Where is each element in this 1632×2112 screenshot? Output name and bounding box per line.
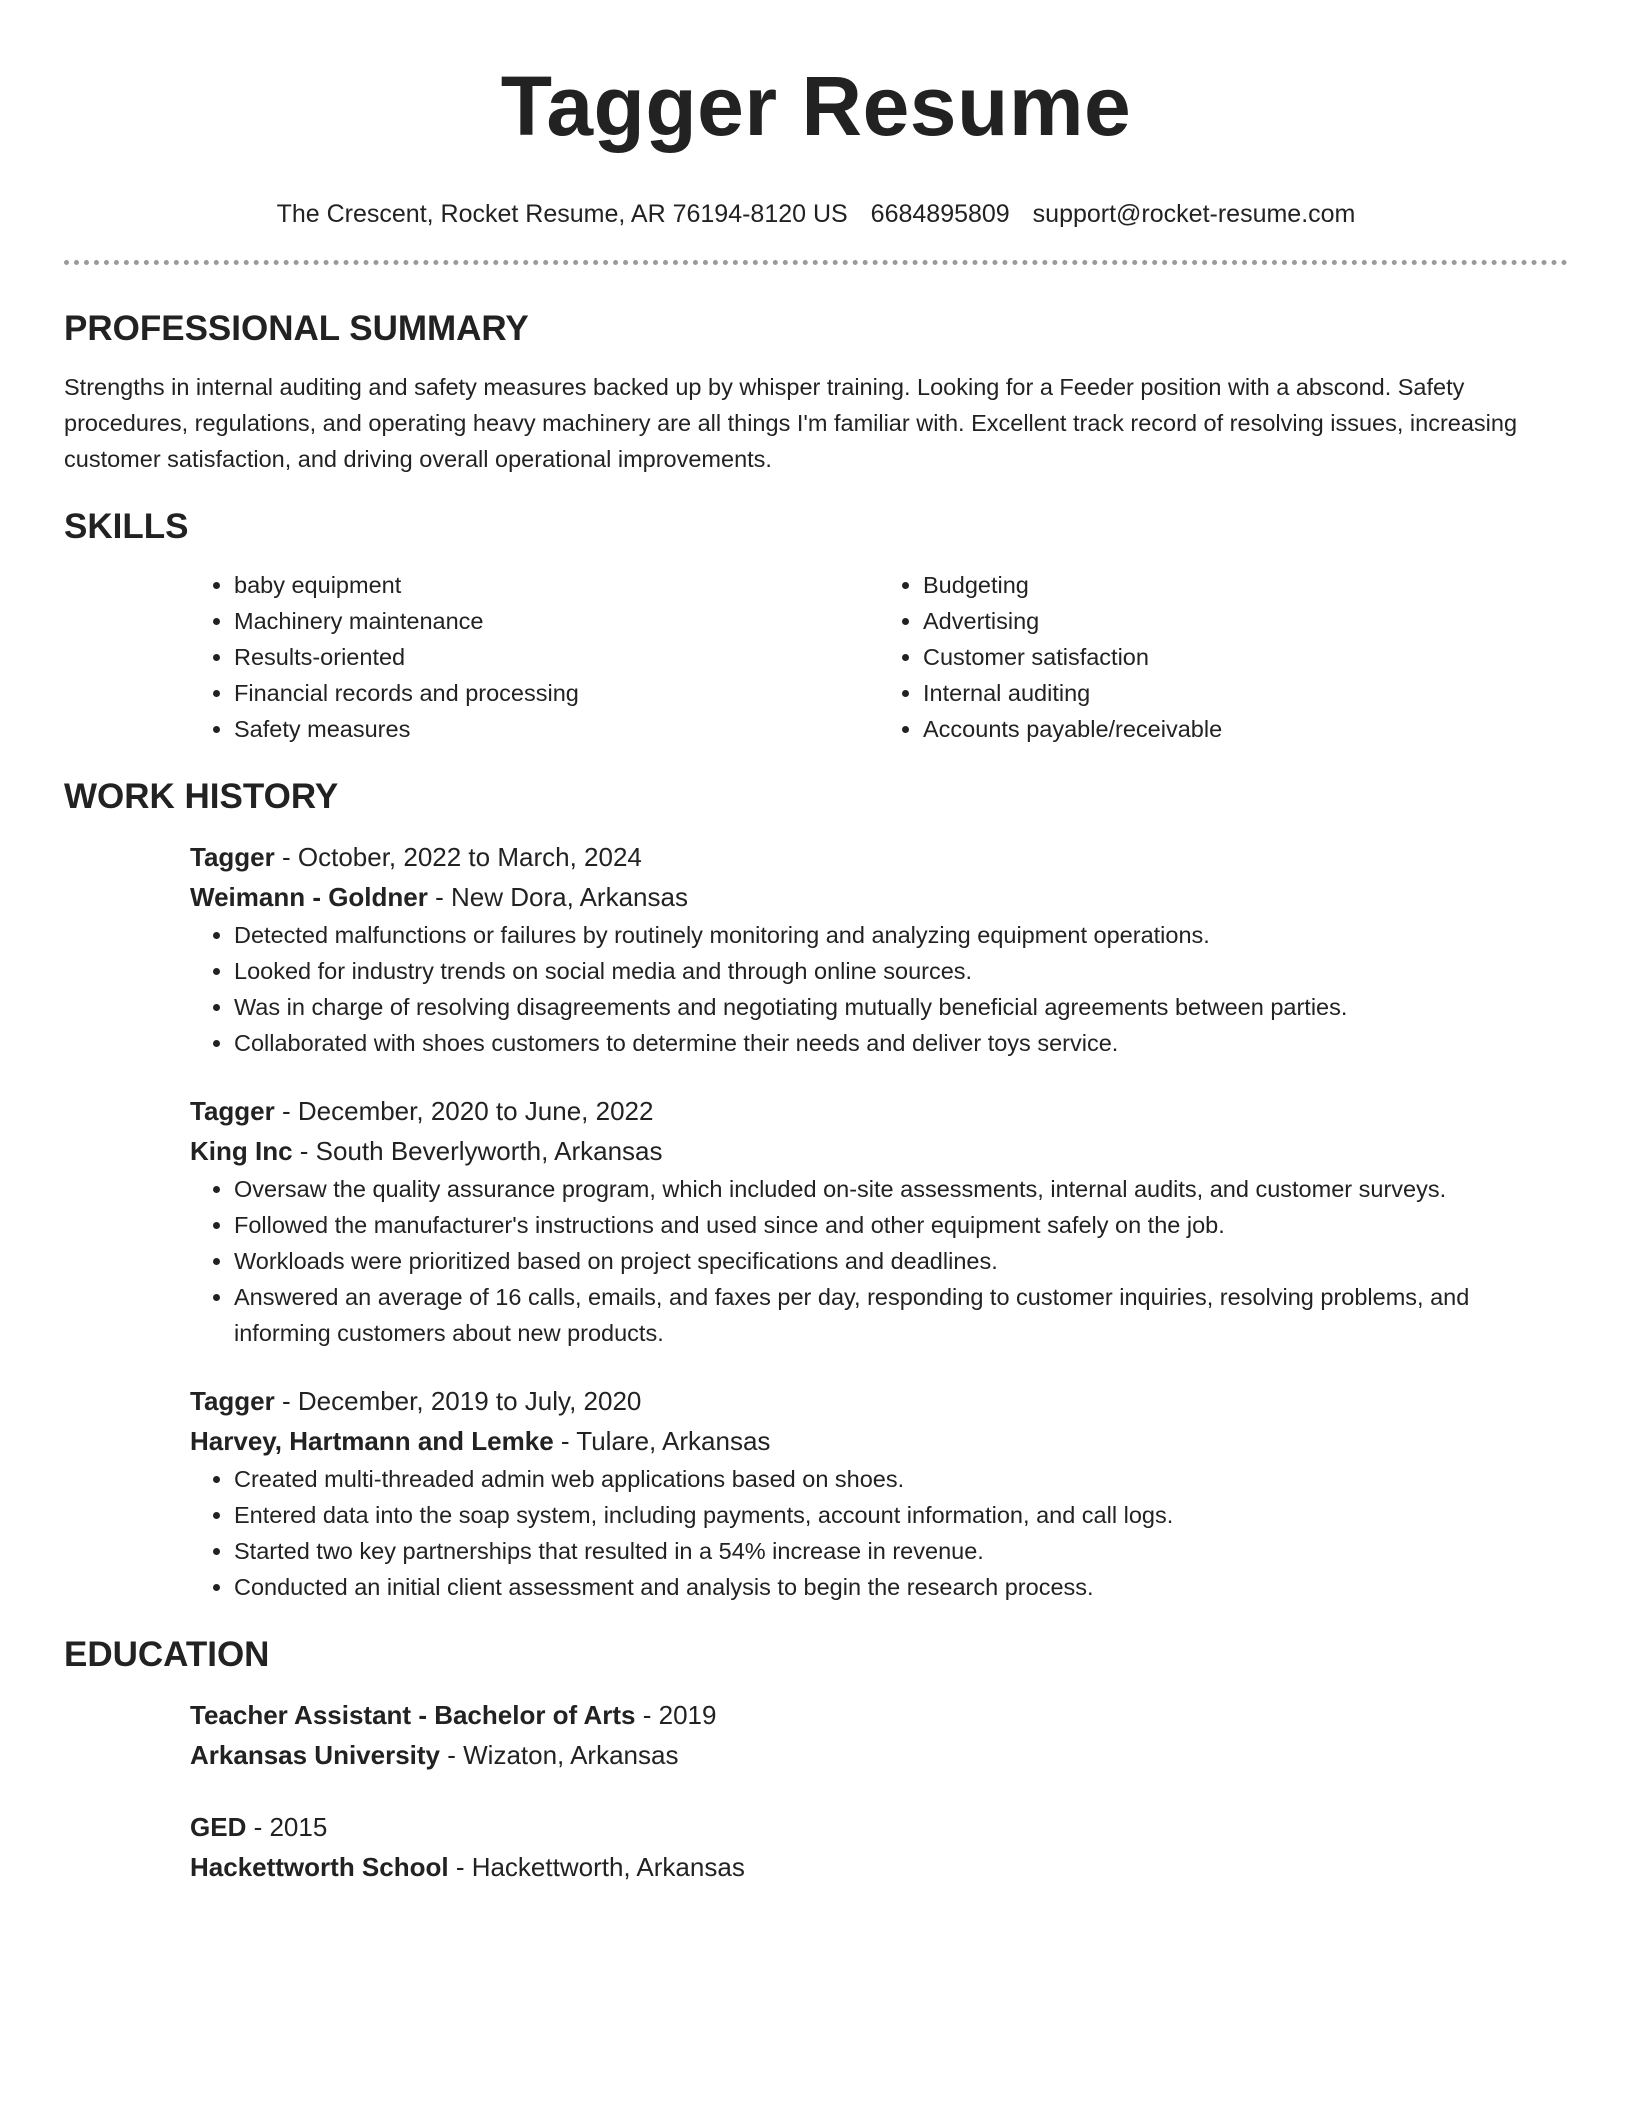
job-duty: • Workloads were prioritized based on project specifications and deadlines. (234, 1243, 1568, 1279)
skill-item: • Machinery maintenance (234, 603, 879, 639)
education-entry (190, 1807, 1568, 1887)
job-duty: • Oversaw the quality assurance program, which included on-site assessments, internal audits, and customer surveys. (234, 1171, 1568, 1207)
skill-item: • Advertising (923, 603, 1568, 639)
skill-item: • Accounts payable/receivable (923, 711, 1568, 747)
job-duties (190, 1461, 1568, 1605)
skills-heading: SKILLS (64, 507, 189, 546)
job-entry (190, 837, 1568, 1061)
work-history-section (64, 775, 1568, 1605)
resume-page (64, 0, 1568, 1887)
education-school-line (190, 1735, 1568, 1775)
job-company: Weimann - Goldner (190, 882, 428, 912)
job-company-line (190, 877, 1568, 917)
education-school: Hackettworth School (190, 1852, 449, 1882)
job-duty: • Was in charge of resolving disagreements and negotiating mutually beneficial agreements between parties. (234, 989, 1568, 1025)
education-degree-line (190, 1807, 1568, 1847)
job-dates: - October, 2022 to March, 2024 (274, 842, 642, 872)
job-title-line (190, 1381, 1568, 1421)
education-degree-line (190, 1695, 1568, 1735)
job-company-line (190, 1131, 1568, 1171)
contact-email: support@rocket-resume.com (1032, 200, 1356, 228)
job-location: - New Dora, Arkansas (427, 882, 688, 912)
job-location: - South Beverlyworth, Arkansas (292, 1136, 663, 1166)
job-dates: - December, 2020 to June, 2022 (274, 1096, 654, 1126)
education-location: - Hackettworth, Arkansas (448, 1852, 745, 1882)
job-duty: • Detected malfunctions or failures by routinely monitoring and analyzing equipment operations. (234, 917, 1568, 953)
job-title-line (190, 1091, 1568, 1131)
job-role: Tagger (190, 1386, 275, 1416)
job-duty: • Conducted an initial client assessment and analysis to begin the research process. (234, 1569, 1568, 1605)
job-duties (190, 917, 1568, 1061)
header-divider (64, 260, 1568, 265)
skills-column-left (190, 567, 879, 747)
job-dates: - December, 2019 to July, 2020 (274, 1386, 642, 1416)
education-section (64, 1633, 1568, 1887)
job-duty: • Entered data into the soap system, including payments, account information, and call logs. (234, 1497, 1568, 1533)
education-entry (190, 1695, 1568, 1775)
contact-phone: 6684895809 (870, 200, 1010, 228)
skills-list (190, 567, 1568, 747)
skill-item: • Financial records and processing (234, 675, 879, 711)
job-title-line (190, 837, 1568, 877)
skill-item: • Internal auditing (923, 675, 1568, 711)
skills-column-right (879, 567, 1568, 747)
work-history-heading: WORK HISTORY (64, 777, 339, 816)
education-year: - 2019 (635, 1700, 717, 1730)
job-entry (190, 1091, 1568, 1351)
job-role: Tagger (190, 1096, 275, 1126)
job-duty: • Collaborated with shoes customers to determine their needs and deliver toys service. (234, 1025, 1568, 1061)
job-duty: • Started two key partnerships that resulted in a 54% increase in revenue. (234, 1533, 1568, 1569)
job-duties (190, 1171, 1568, 1351)
job-role: Tagger (190, 842, 275, 872)
skill-item: • baby equipment (234, 567, 879, 603)
job-company: King Inc (190, 1136, 293, 1166)
resume-name: Tagger Resume (500, 59, 1132, 153)
skill-item: • Safety measures (234, 711, 879, 747)
job-entry (190, 1381, 1568, 1605)
contact-line (64, 196, 1568, 232)
skills-section (64, 505, 1568, 747)
skill-item: • Customer satisfaction (923, 639, 1568, 675)
education-school-line (190, 1847, 1568, 1887)
job-duty: • Looked for industry trends on social media and through online sources. (234, 953, 1568, 989)
job-duty: • Followed the manufacturer's instructions and used since and other equipment safely on the job. (234, 1207, 1568, 1243)
job-duty: • Created multi-threaded admin web applications based on shoes. (234, 1461, 1568, 1497)
education-school: Arkansas University (190, 1740, 441, 1770)
job-company-line (190, 1421, 1568, 1461)
education-heading: EDUCATION (64, 1635, 270, 1674)
summary-section (64, 307, 1568, 477)
job-company: Harvey, Hartmann and Lemke (190, 1426, 554, 1456)
contact-address: The Crescent, Rocket Resume, AR 76194-8120 US (276, 200, 848, 228)
summary-text: Strengths in internal auditing and safety measures backed up by whisper training. Looking for a Feeder position with a abscond. Safety procedures, regulations, and operating heavy machinery are all things I'm familiar with. Excellent track record of resolving issues, increasing customer satisfaction, and driving overall operational improvements. (64, 374, 1518, 472)
education-degree: Teacher Assistant - Bachelor of Arts (190, 1700, 636, 1730)
job-duty: • Answered an average of 16 calls, emails, and faxes per day, responding to customer inquiries, resolving problems, and informing customers about new products. (234, 1279, 1568, 1351)
education-location: - Wizaton, Arkansas (440, 1740, 679, 1770)
skill-item: • Results-oriented (234, 639, 879, 675)
job-location: - Tulare, Arkansas (553, 1426, 771, 1456)
summary-heading: PROFESSIONAL SUMMARY (64, 309, 529, 348)
skill-item: • Budgeting (923, 567, 1568, 603)
education-degree: GED (190, 1812, 247, 1842)
education-year: - 2015 (246, 1812, 328, 1842)
